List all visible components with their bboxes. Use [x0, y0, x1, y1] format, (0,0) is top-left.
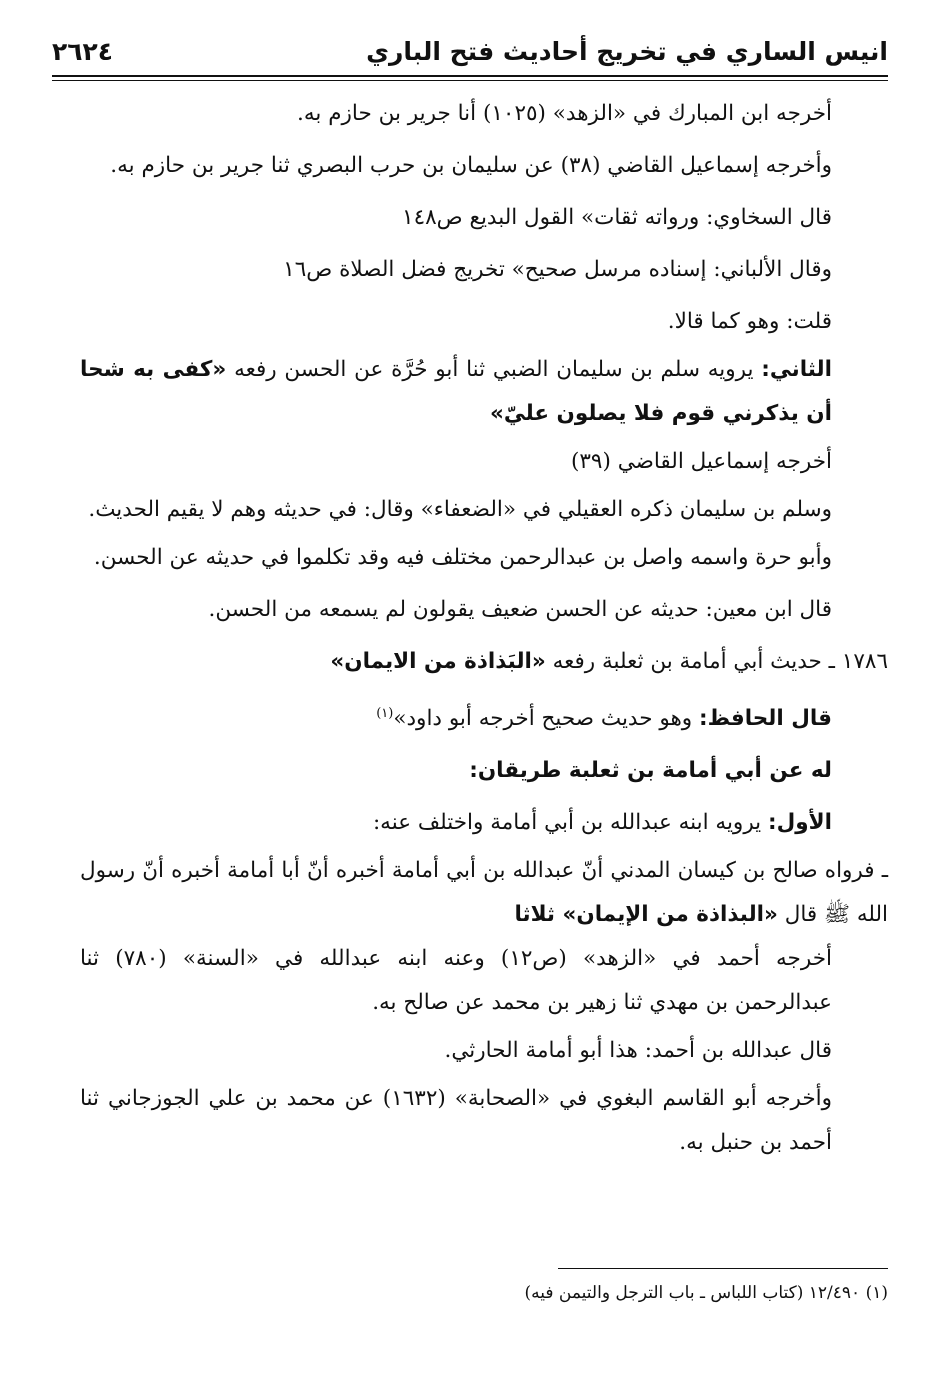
paragraph: قال الحافظ: وهو حديث صحيح أخرجه أبو داود»$^{(١)}$ — [376, 706, 832, 732]
paragraph: أخرجه أحمد في «الزهد» (ص١٢) وعنه ابنه عبدالله في «السنة» (٧٨٠) ثنا عبدالرحمن بن مهدي ثنا زهير بن محمد عن صالح به. — [80, 946, 832, 1016]
paragraph: أخرجه إسماعيل القاضي (٣٩) — [570, 449, 832, 474]
footnote-marker: (١) — [865, 1283, 888, 1303]
paragraph: قال ابن معين: حديثه عن الحسن ضعيف يقولون لم يسمعه من الحسن. — [208, 597, 832, 622]
paragraph: ـ فرواه صالح بن كيسان المدني أنّ عبدالله بن أبي أمامة أخبره أنّ أبا أمامة أخبره أنّ رسول الله ﷺ قال «البذاذة من الإيمان» ثلاثا — [80, 858, 888, 928]
hadith-text: «كفى به شحا أن يذكرني قوم فلا يصلون عليّ» — [80, 357, 832, 426]
paragraph: وسلم بن سليمان ذكره العقيلي في «الضعفاء» وقال: في حديثه وهم لا يقيم الحديث. — [88, 497, 832, 522]
hadith-text: «البَذاذة من الايمان» — [330, 649, 546, 674]
main-text — [80, 88, 888, 1165]
footnote — [80, 1280, 888, 1306]
paragraph: الثاني: يرويه سلم بن سليمان الضبي ثنا أبو حُرَّة عن الحسن رفعه «كفى به شحا أن يذكرني قوم فلا يصلون عليّ» — [80, 357, 832, 426]
header-rule — [52, 75, 888, 77]
paragraph: وقال الألباني: إسناده مرسل صحيح» تخريج فضل الصلاة ص١٦ — [283, 257, 832, 282]
paragraph: وأبو حرة واسمه واصل بن عبدالرحمن مختلف فيه وقد تكلموا في حديثه عن الحسن. — [93, 545, 832, 570]
paragraph: قال عبدالله بن أحمد: هذا أبو أمامة الحارثي. — [444, 1038, 832, 1064]
paragraph: وأخرجه إسماعيل القاضي (٣٨) عن سليمان بن حرب البصري ثنا جرير بن حازم به. — [110, 153, 832, 178]
paragraph-lead: الثاني: — [761, 357, 832, 382]
footnote-separator — [558, 1268, 888, 1269]
header-rule-thin — [52, 80, 888, 81]
page-number: ٢٦٢٤ — [52, 36, 114, 66]
hadith-text: «البذاذة من الإيمان» ثلاثا — [514, 902, 778, 928]
footnote-ref: (١) — [376, 706, 394, 721]
book-title: انيس الساري في تخريج أحاديث فتح الباري — [366, 36, 888, 66]
paragraph — [80, 745, 888, 797]
paragraph: أخرجه ابن المبارك في «الزهد» (١٠٢٥) أنا جرير بن حازم به. — [297, 101, 832, 126]
running-header — [52, 30, 888, 72]
paragraph: وأخرجه أبو القاسم البغوي في «الصحابة» (١٦٣٢) عن محمد بن علي الجوزجاني ثنا أحمد بن حنبل به. — [80, 1086, 832, 1156]
paragraph: الأول: يرويه ابنه عبدالله بن أبي أمامة واختلف عنه: — [372, 810, 832, 836]
paragraph-lead: قال الحافظ: — [699, 706, 832, 732]
hadith-entry: ١٧٨٦ ـ حديث أبي أمامة بن ثعلبة رفعه «البَذاذة من الايمان» — [330, 649, 888, 674]
paragraph: قلت: وهو كما قالا. — [667, 309, 832, 334]
paragraph-lead: الأول: — [768, 810, 832, 836]
paragraph: قال السخاوي: ورواته ثقات» القول البديع ص١٤٨ — [402, 205, 832, 230]
paragraph-lead: له عن أبي أمامة بن ثعلبة طريقان: — [469, 758, 832, 784]
footnote-text: ١٢/٤٩٠ (كتاب اللباس ـ باب الترجل والتيمن فيه) — [524, 1283, 861, 1303]
